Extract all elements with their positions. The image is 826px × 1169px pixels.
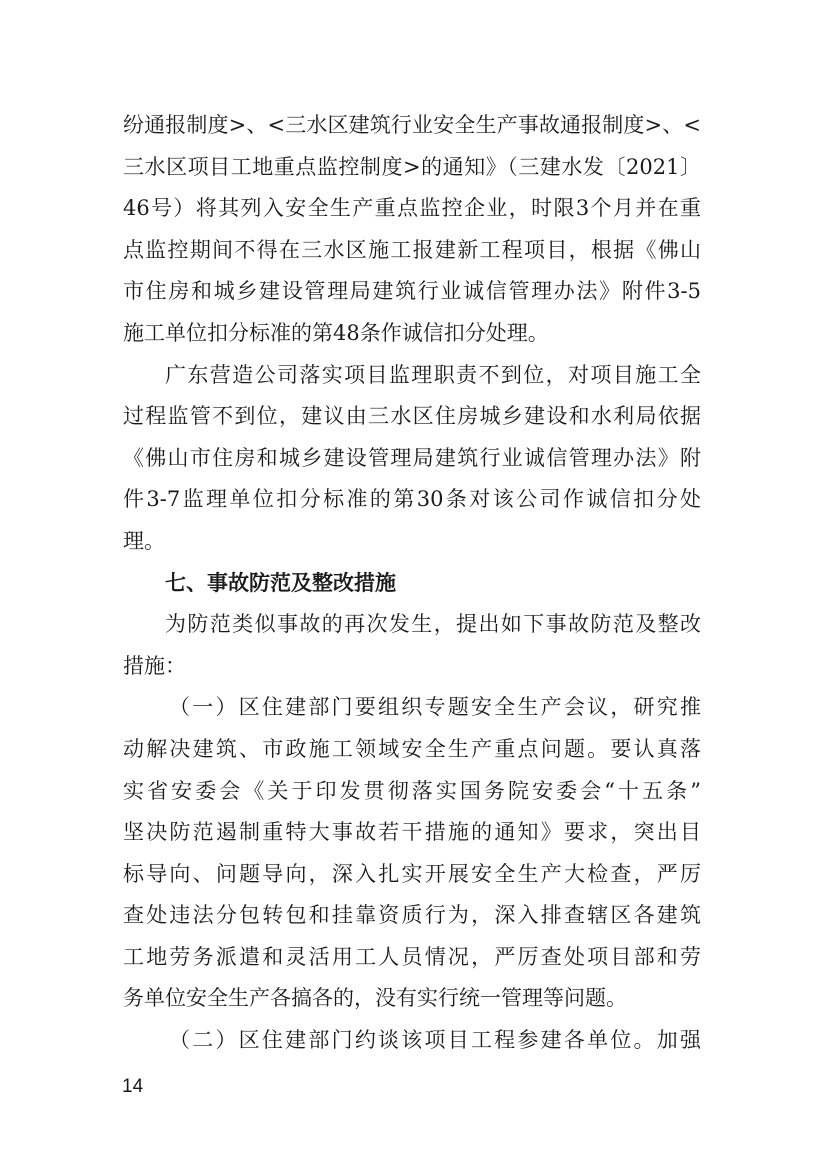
text-line: 点监控期间不得在三水区施工报建新工程项目，根据《佛山: [123, 237, 701, 262]
text-line: 过程监管不到位，建议由三水区住房城乡建设和水利局依据: [123, 404, 701, 429]
text-line: 措施：: [123, 653, 186, 678]
text-line: 46号）将其列入安全生产重点监控企业，时限3个月并在重: [123, 196, 701, 221]
text-line: 实省安委会《关于印发贯彻落实国务院安委会“十五条”: [123, 778, 701, 803]
text-line: 为防范类似事故的再次发生，提出如下事故防范及整改: [165, 612, 701, 637]
page-number: 14: [122, 1076, 144, 1097]
text-line: 动解决建筑、市政施工领域安全生产重点问题。要认真落: [123, 736, 701, 761]
text-line: 《佛山市住房和城乡建设管理局建筑行业诚信管理办法》附: [123, 445, 701, 470]
text-line: 理。: [123, 528, 165, 553]
text-line: 三水区项目工地重点监控制度>的通知》（三建水发〔2021〕: [123, 154, 701, 179]
text-line: 查处违法分包转包和挂靠资质行为，深入排查辖区各建筑: [123, 903, 701, 928]
text-line: （二）区住建部门约谈该项目工程参建各单位。加强: [169, 1028, 701, 1053]
text-line: 坚决防范遏制重特大事故若干措施的通知》要求，突出目: [123, 820, 701, 845]
text-line: 纷通报制度>、<三水区建筑行业安全生产事故通报制度>、<: [123, 113, 701, 137]
text-line: （一）区住建部门要组织专题安全生产会议，研究推: [169, 695, 701, 720]
text-line: 工地劳务派遣和灵活用工人员情况，严厉查处项目部和劳: [123, 944, 701, 969]
text-line: 标导向、问题导向，深入扎实开展安全生产大检查，严厉: [123, 861, 701, 886]
text-line: 广东营造公司落实项目监理职责不到位，对项目施工全: [165, 362, 701, 387]
text-line: 件3-7监理单位扣分标准的第30条对该公司作诚信扣分处: [123, 487, 701, 512]
section-heading: 七、事故防范及整改措施: [165, 570, 396, 595]
text-line: 市住房和城乡建设管理局建筑行业诚信管理办法》附件3-5: [123, 279, 701, 304]
text-line: 务单位安全生产各搞各的，没有实行统一管理等问题。: [123, 986, 627, 1011]
text-line: 施工单位扣分标准的第48条作诚信扣分处理。: [123, 320, 549, 345]
document-body: [123, 105, 701, 1062]
